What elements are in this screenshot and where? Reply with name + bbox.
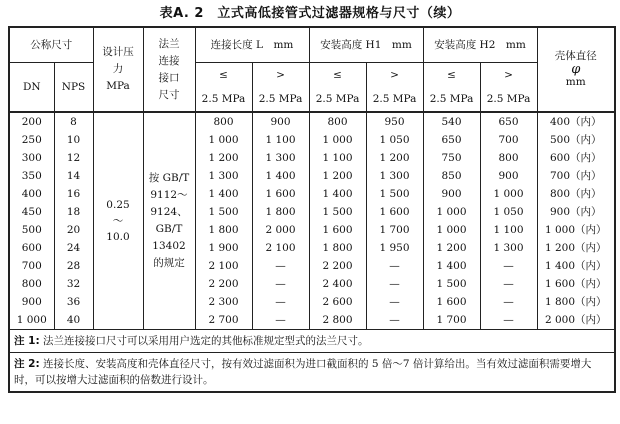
cell-dn: 300	[9, 149, 54, 167]
cell-h1-high: —	[366, 293, 423, 311]
flange-line-1: 按 GB/T	[148, 172, 190, 184]
cell-diameter: 1 800（内）	[537, 293, 615, 311]
header-flange-size: 法兰连接接口尺寸	[143, 27, 195, 112]
pressure-max: 10.0	[106, 231, 130, 243]
flange-line-6: 的规定	[153, 257, 185, 269]
cell-h1-high: 950	[366, 112, 423, 131]
cell-dn: 500	[9, 221, 54, 239]
cell-h1-high: 1 500	[366, 185, 423, 203]
header-h1-p1: 2.5 MPa	[309, 87, 366, 112]
cell-h2-high: 1 000	[480, 185, 537, 203]
cell-l-high: 2 000	[252, 221, 309, 239]
flange-line-5: 13402	[152, 240, 186, 252]
cell-l-low: 1 200	[195, 149, 252, 167]
cell-h2-high: 1 050	[480, 203, 537, 221]
cell-h1-low: 1 100	[309, 149, 366, 167]
cell-dn: 700	[9, 257, 54, 275]
cell-diameter: 600（内）	[537, 149, 615, 167]
cell-h2-high: —	[480, 275, 537, 293]
note-1-label: 注 1:	[14, 335, 40, 347]
cell-diameter: 800（内）	[537, 185, 615, 203]
cell-h2-high: 1 300	[480, 239, 537, 257]
cell-diameter: 2 000（内）	[537, 311, 615, 330]
cell-nps: 28	[54, 257, 93, 275]
cell-l-low: 1 500	[195, 203, 252, 221]
cell-h2-low: 1 000	[423, 221, 480, 239]
cell-h1-high: 1 300	[366, 167, 423, 185]
header-h2-p1: 2.5 MPa	[423, 87, 480, 112]
cell-l-high: 900	[252, 112, 309, 131]
cell-h2-low: 1 700	[423, 311, 480, 330]
cell-nps: 8	[54, 112, 93, 131]
note-1	[9, 330, 615, 353]
cell-dn: 350	[9, 167, 54, 185]
header-connection-length: 连接长度 L mm	[195, 27, 309, 63]
pressure-tilde: ～	[112, 215, 124, 227]
cell-nps: 12	[54, 149, 93, 167]
header-h2-gt: >	[480, 63, 537, 88]
cell-h1-high: 1 950	[366, 239, 423, 257]
cell-l-low: 1 000	[195, 131, 252, 149]
design-pressure-range	[93, 112, 143, 330]
cell-nps: 20	[54, 221, 93, 239]
header-install-height-h1: 安装高度 H1 mm	[309, 27, 423, 63]
cell-h1-high: 1 700	[366, 221, 423, 239]
cell-l-low: 2 300	[195, 293, 252, 311]
cell-l-high: —	[252, 293, 309, 311]
shell-diameter-unit: mm	[565, 76, 586, 88]
header-h2-le: ≤	[423, 63, 480, 88]
cell-dn: 800	[9, 275, 54, 293]
cell-h2-high: —	[480, 257, 537, 275]
note-2-text: 连接长度、安装高度和壳体直径尺寸，按有效过滤面积为进口截面积的 5 倍～7 倍计算给出。当有效过滤面积需要增大时，可以按增大过滤面积的倍数进行设计。	[14, 358, 592, 386]
header-h1-le: ≤	[309, 63, 366, 88]
cell-h1-low: 1 500	[309, 203, 366, 221]
header-l-p2: 2.5 MPa	[252, 87, 309, 112]
header-nps: NPS	[54, 63, 93, 113]
header-nominal-size: 公称尺寸	[9, 27, 93, 63]
cell-h1-low: 2 600	[309, 293, 366, 311]
cell-h1-low: 1 400	[309, 185, 366, 203]
cell-dn: 200	[9, 112, 54, 131]
phi-symbol: φ	[571, 62, 581, 77]
flange-line-4: GB/T	[155, 223, 183, 235]
note-2-label: 注 2:	[14, 358, 40, 370]
cell-h2-low: 1 400	[423, 257, 480, 275]
header-row-1	[9, 27, 615, 63]
cell-h1-high: 1 050	[366, 131, 423, 149]
cell-h2-low: 1 000	[423, 203, 480, 221]
cell-nps: 16	[54, 185, 93, 203]
header-l-le: ≤	[195, 63, 252, 88]
pressure-min: 0.25	[106, 199, 130, 211]
cell-h2-low: 850	[423, 167, 480, 185]
flange-line-3: 9124、	[150, 206, 188, 218]
cell-l-low: 2 200	[195, 275, 252, 293]
cell-dn: 400	[9, 185, 54, 203]
header-h1-p2: 2.5 MPa	[366, 87, 423, 112]
cell-dn: 450	[9, 203, 54, 221]
cell-l-high: 2 100	[252, 239, 309, 257]
header-l-p1: 2.5 MPa	[195, 87, 252, 112]
cell-diameter: 700（内）	[537, 167, 615, 185]
cell-nps: 10	[54, 131, 93, 149]
cell-dn: 900	[9, 293, 54, 311]
header-h1-gt: >	[366, 63, 423, 88]
cell-l-low: 1 400	[195, 185, 252, 203]
cell-dn: 600	[9, 239, 54, 257]
cell-diameter: 900（内）	[537, 203, 615, 221]
header-dn: DN	[9, 63, 54, 113]
cell-l-low: 1 900	[195, 239, 252, 257]
note-row-2	[9, 353, 615, 393]
table-title: 表A. 2 立式高低接管式过滤器规格与尺寸（续）	[159, 6, 461, 21]
cell-h2-low: 900	[423, 185, 480, 203]
cell-diameter: 1 000（内）	[537, 221, 615, 239]
header-shell-diameter	[537, 27, 615, 112]
cell-l-high: 1 300	[252, 149, 309, 167]
cell-l-low: 1 300	[195, 167, 252, 185]
cell-diameter: 500（内）	[537, 131, 615, 149]
cell-nps: 32	[54, 275, 93, 293]
cell-h2-high: —	[480, 293, 537, 311]
cell-nps: 24	[54, 239, 93, 257]
cell-h1-low: 800	[309, 112, 366, 131]
note-2	[9, 353, 615, 393]
cell-h2-high: —	[480, 311, 537, 330]
cell-l-low: 1 800	[195, 221, 252, 239]
cell-h1-low: 1 200	[309, 167, 366, 185]
cell-h1-low: 2 400	[309, 275, 366, 293]
cell-nps: 18	[54, 203, 93, 221]
cell-h2-high: 1 100	[480, 221, 537, 239]
cell-diameter: 1 200（内）	[537, 239, 615, 257]
cell-l-high: —	[252, 275, 309, 293]
cell-h1-low: 1 600	[309, 221, 366, 239]
spec-table	[8, 26, 616, 393]
cell-h1-low: 1 800	[309, 239, 366, 257]
cell-h2-high: 900	[480, 167, 537, 185]
note-row-1	[9, 330, 615, 353]
shell-diameter-label: 壳体直径	[554, 50, 597, 62]
cell-l-low: 2 700	[195, 311, 252, 330]
cell-h2-low: 1 200	[423, 239, 480, 257]
cell-h2-low: 540	[423, 112, 480, 131]
cell-h1-low: 2 800	[309, 311, 366, 330]
cell-l-low: 800	[195, 112, 252, 131]
cell-h2-low: 750	[423, 149, 480, 167]
flange-line-2: 9112～	[150, 189, 188, 201]
cell-diameter: 400（内）	[537, 112, 615, 131]
cell-h1-high: —	[366, 275, 423, 293]
header-l-gt: >	[252, 63, 309, 88]
cell-nps: 36	[54, 293, 93, 311]
cell-l-high: 1 100	[252, 131, 309, 149]
cell-nps: 14	[54, 167, 93, 185]
flange-standard	[143, 112, 195, 330]
cell-diameter: 1 600（内）	[537, 275, 615, 293]
header-h2-p2: 2.5 MPa	[480, 87, 537, 112]
cell-h1-low: 2 200	[309, 257, 366, 275]
cell-h1-low: 1 000	[309, 131, 366, 149]
note-1-text: 法兰连接接口尺寸可以采用用户选定的其他标准规定型式的法兰尺寸。	[43, 335, 369, 347]
cell-l-high: 1 800	[252, 203, 309, 221]
cell-nps: 40	[54, 311, 93, 330]
cell-h2-high: 800	[480, 149, 537, 167]
cell-h2-high: 700	[480, 131, 537, 149]
cell-l-high: 1 400	[252, 167, 309, 185]
cell-h1-high: 1 600	[366, 203, 423, 221]
cell-dn: 250	[9, 131, 54, 149]
cell-l-high: —	[252, 311, 309, 330]
cell-h2-low: 1 500	[423, 275, 480, 293]
cell-h2-low: 1 600	[423, 293, 480, 311]
cell-h1-high: 1 200	[366, 149, 423, 167]
table-row	[9, 112, 615, 131]
cell-h2-high: 650	[480, 112, 537, 131]
cell-h2-low: 650	[423, 131, 480, 149]
header-design-pressure: 设计压力MPa	[93, 27, 143, 112]
cell-l-high: —	[252, 257, 309, 275]
cell-h1-high: —	[366, 311, 423, 330]
header-install-height-h2: 安装高度 H2 mm	[423, 27, 537, 63]
cell-l-high: 1 600	[252, 185, 309, 203]
cell-diameter: 1 400（内）	[537, 257, 615, 275]
cell-h1-high: —	[366, 257, 423, 275]
cell-dn: 1 000	[9, 311, 54, 330]
cell-l-low: 2 100	[195, 257, 252, 275]
